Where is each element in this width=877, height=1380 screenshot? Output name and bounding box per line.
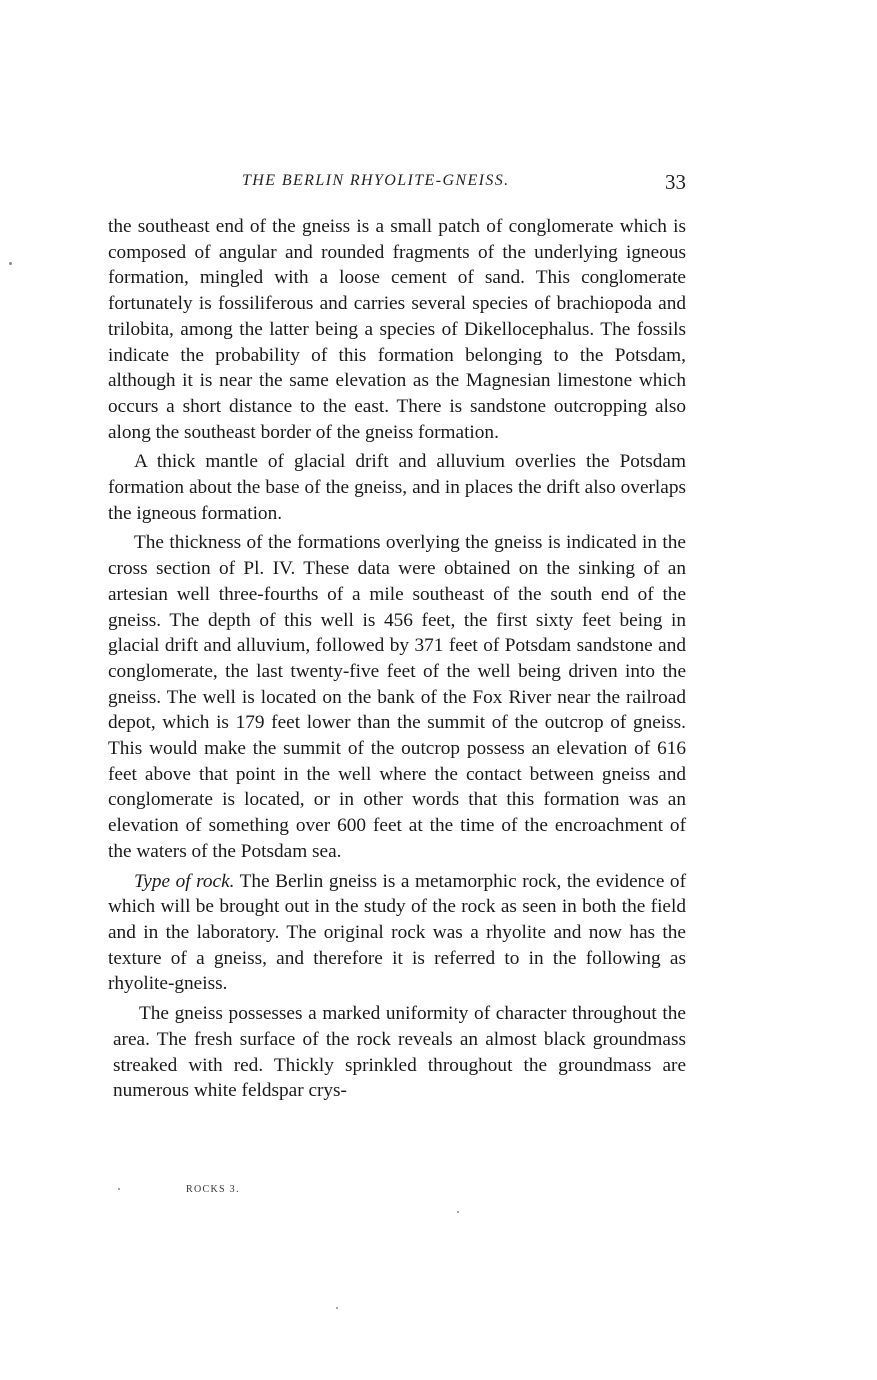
- page-number: 33: [665, 170, 686, 194]
- scan-speck: [457, 1211, 459, 1213]
- scan-speck: [336, 1307, 338, 1309]
- scan-speck: [9, 262, 12, 265]
- paragraph-1: the southeast end of the gneiss is a small patch of conglomerate which is composed of angular and rounded fragments of the underlying igneous formation, mingled with a loose cement of sand. This conglomerate fortunately is fossiliferous and carries several species of brachiopoda and trilobita, among the latter being a species of Dikellocephalus. The fossils indicate the probability of this formation belonging to the Potsdam, although it is near the same elevation as the Magnesian limestone which occurs a short distance to the east. There is sandstone outcropping also along the southeast border of the gneiss formation.: [108, 216, 686, 443]
- scan-speck: [118, 1188, 120, 1190]
- running-head: [108, 168, 686, 198]
- body-text: [108, 214, 686, 1108]
- paragraph-4: [108, 869, 686, 998]
- paragraph-5: The gneiss possesses a marked uniformity of character throughout the area. The fresh surface of the rock reveals an almost black groundmass streaked with red. Thickly sprinkled throughout the groundmass are numerous white feldspar crys-: [113, 1003, 686, 1102]
- paragraph-2: A thick mantle of glacial drift and alluvium overlies the Potsdam formation about the base of the gneiss, and in places the drift also overlaps the igneous formation.: [108, 451, 686, 524]
- section-lead-type-of-rock: Type of rock.: [134, 870, 235, 892]
- running-title: THE BERLIN RHYOLITE-GNEISS.: [242, 172, 510, 189]
- signature-mark: ROCKS 3.: [186, 1184, 240, 1195]
- paragraph-3: The thickness of the formations overlying the gneiss is indicated in the cross section of Pl. IV. These data were obtained on the sinking of an artesian well three-fourths of a mile southeast of the south end of the gneiss. The depth of this well is 456 feet, the first sixty feet being in glacial drift and alluvium, followed by 371 feet of Potsdam sandstone and conglomerate, the last twenty-five feet of the well being driven into the gneiss. The well is located on the bank of the Fox River near the railroad depot, which is 179 feet lower than the summit of the outcrop of gneiss. This would make the summit of the outcrop possess an elevation of 616 feet above that point in the well where the contact between gneiss and conglomerate is located, or in other words that this formation was an elevation of something over 600 feet at the time of the encroachment of the waters of the Potsdam sea.: [108, 532, 686, 862]
- paragraph-4-text: The Berlin gneiss is a metamorphic rock, the evidence of which will be brought out in the study of the rock as seen in both the field and in the laboratory. The original rock was a rhyolite and now has the texture of a gneiss, and therefore it is referred to in the following as rhyolite-gneiss.: [108, 870, 686, 995]
